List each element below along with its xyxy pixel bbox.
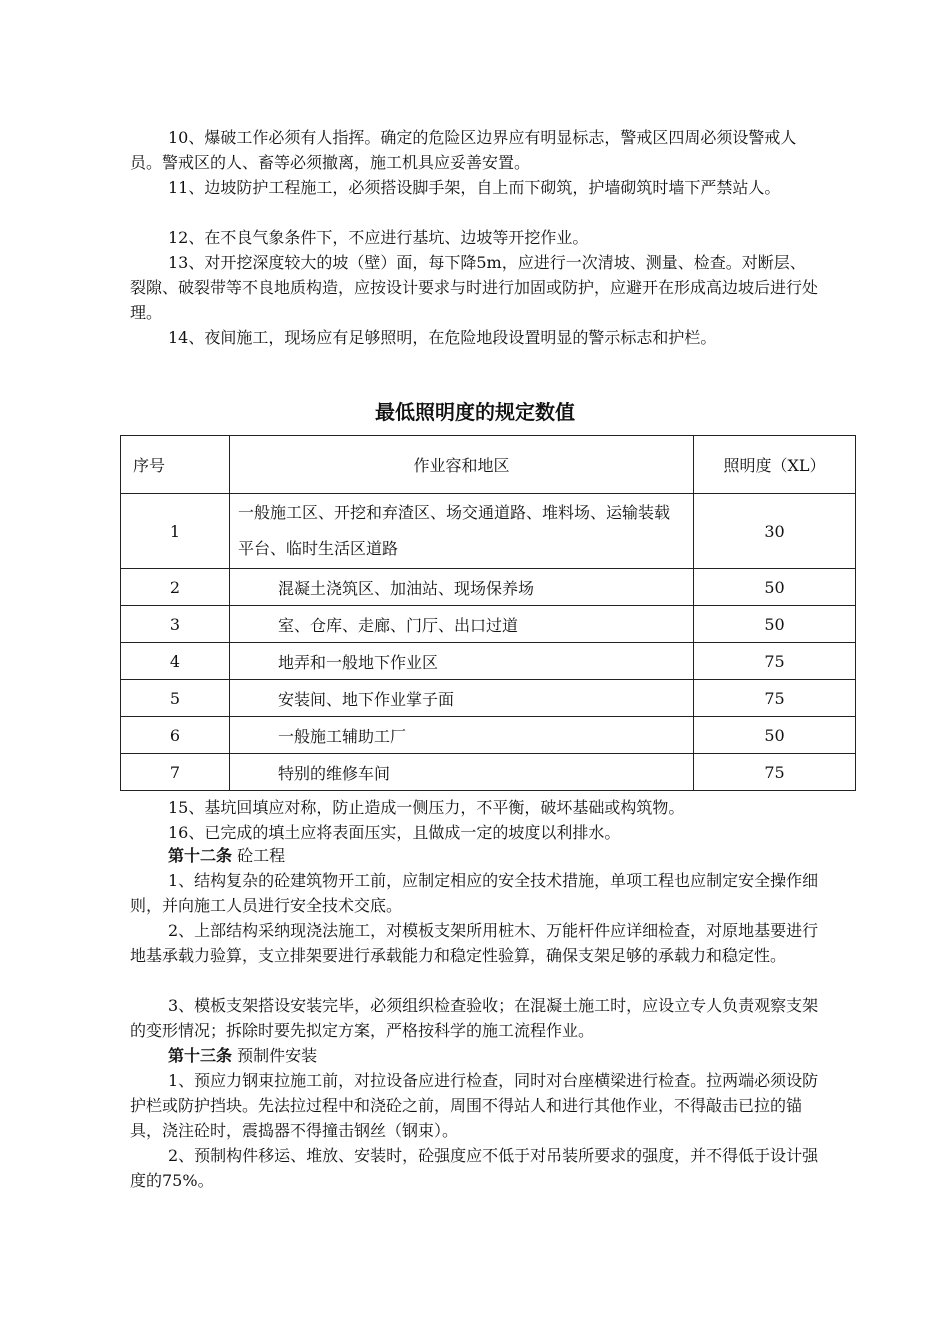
section-12-item-3: 3、模板支架搭设安装完毕，必须组织检查验收；在混凝土施工时，应设立专人负责观察支架的变形情况；拆除时要先拟定方案，严格按科学的施工流程作业。: [130, 996, 819, 1040]
row-index: 7: [121, 754, 230, 791]
row-lux: 75: [694, 643, 856, 680]
row-area: 室、仓库、走廊、门厅、出口过道: [230, 606, 694, 643]
header-area: 作业容和地区: [230, 436, 694, 494]
row-area: 一般施工区、开挖和弃渣区、场交通道路、堆料场、运输装载平台、临时生活区道路: [230, 494, 694, 569]
table-row: [121, 680, 856, 717]
paragraph-16: 16、已完成的填土应将表面压实，且做成一定的坡度以利排水。: [168, 823, 621, 842]
header-lux: 照明度（XL）: [694, 436, 856, 494]
row-lux: 75: [694, 680, 856, 717]
row-index: 3: [121, 606, 230, 643]
table-title: 最低照明度的规定数值: [375, 400, 575, 424]
table-row: [121, 569, 856, 606]
row-lux: 50: [694, 569, 856, 606]
row-area: 一般施工辅助工厂: [230, 717, 694, 754]
row-area: 安装间、地下作业掌子面: [230, 680, 694, 717]
section-13-heading: [168, 1043, 317, 1068]
row-area: 地弄和一般地下作业区: [230, 643, 694, 680]
paragraph-13: 13、对开挖深度较大的坡（壁）面，每下降5m，应进行一次清坡、测量、检查。对断层、裂隙、破裂带等不良地质构造，应按设计要求与时进行加固或防护，应避开在形成高边坡后进行处理。: [130, 253, 819, 322]
table-row: [121, 643, 856, 680]
row-lux: 50: [694, 717, 856, 754]
section-12-heading: [168, 843, 285, 868]
row-area: 特别的维修车间: [230, 754, 694, 791]
row-index: 6: [121, 717, 230, 754]
section-12-number: 第十二条: [168, 846, 233, 865]
section-13-title: 预制件安装: [232, 1046, 318, 1065]
row-index: 5: [121, 680, 230, 717]
row-index: 2: [121, 569, 230, 606]
section-13-item-1: 1、预应力钢束拉施工前，对拉设备应进行检查，同时对台座横梁进行检查。拉两端必须设防护栏或防护挡块。先法拉过程中和浇砼之前，周围不得站人和进行其他作业，不得敲击已拉的锚具，浇注砼时，震捣器不得撞击钢丝（钢束）。: [130, 1071, 819, 1140]
row-lux: 50: [694, 606, 856, 643]
paragraph-11: 11、边坡防护工程施工，必须搭设脚手架，自上而下砌筑，护墙砌筑时墙下严禁站人。: [168, 178, 781, 197]
paragraph-14: 14、夜间施工，现场应有足够照明，在危险地段设置明显的警示标志和护栏。: [168, 328, 717, 347]
row-lux: 30: [694, 494, 856, 569]
section-13-item-2: 2、预制构件移运、堆放、安装时，砼强度应不低于对吊装所要求的强度，并不得低于设计强度的75%。: [130, 1146, 819, 1190]
row-index: 4: [121, 643, 230, 680]
row-index: 1: [121, 494, 230, 569]
section-13-number: 第十三条: [168, 1046, 233, 1065]
paragraph-15: 15、基坑回填应对称，防止造成一侧压力，不平衡，破坏基础或构筑物。: [168, 798, 685, 817]
illumination-table: [120, 435, 856, 791]
table-header-row: [121, 436, 856, 494]
section-12-item-2: 2、上部结构采纳现浇法施工，对模板支架所用桩木、万能杆件应详细检查，对原地基要进行地基承载力验算，支立排架要进行承载能力和稳定性验算，确保支架足够的承载力和稳定性。: [130, 921, 819, 965]
paragraph-10: 10、爆破工作必须有人指挥。确定的危险区边界应有明显标志，警戒区四周必须设警戒人员。警戒区的人、畜等必须撤离，施工机具应妥善安置。: [130, 128, 797, 172]
row-area: 混凝土浇筑区、加油站、现场保养场: [230, 569, 694, 606]
paragraph-12: 12、在不良气象条件下，不应进行基坑、边坡等开挖作业。: [168, 228, 589, 247]
table-row: [121, 754, 856, 791]
table-row: [121, 606, 856, 643]
header-index: 序号: [121, 436, 230, 494]
section-12-item-1: 1、结构复杂的砼建筑物开工前，应制定相应的安全技术措施，单项工程也应制定安全操作细则，并向施工人员进行安全技术交底。: [130, 871, 819, 915]
table-row: [121, 494, 856, 569]
section-12-title: 砼工程: [232, 846, 286, 865]
row-lux: 75: [694, 754, 856, 791]
table-row: [121, 717, 856, 754]
